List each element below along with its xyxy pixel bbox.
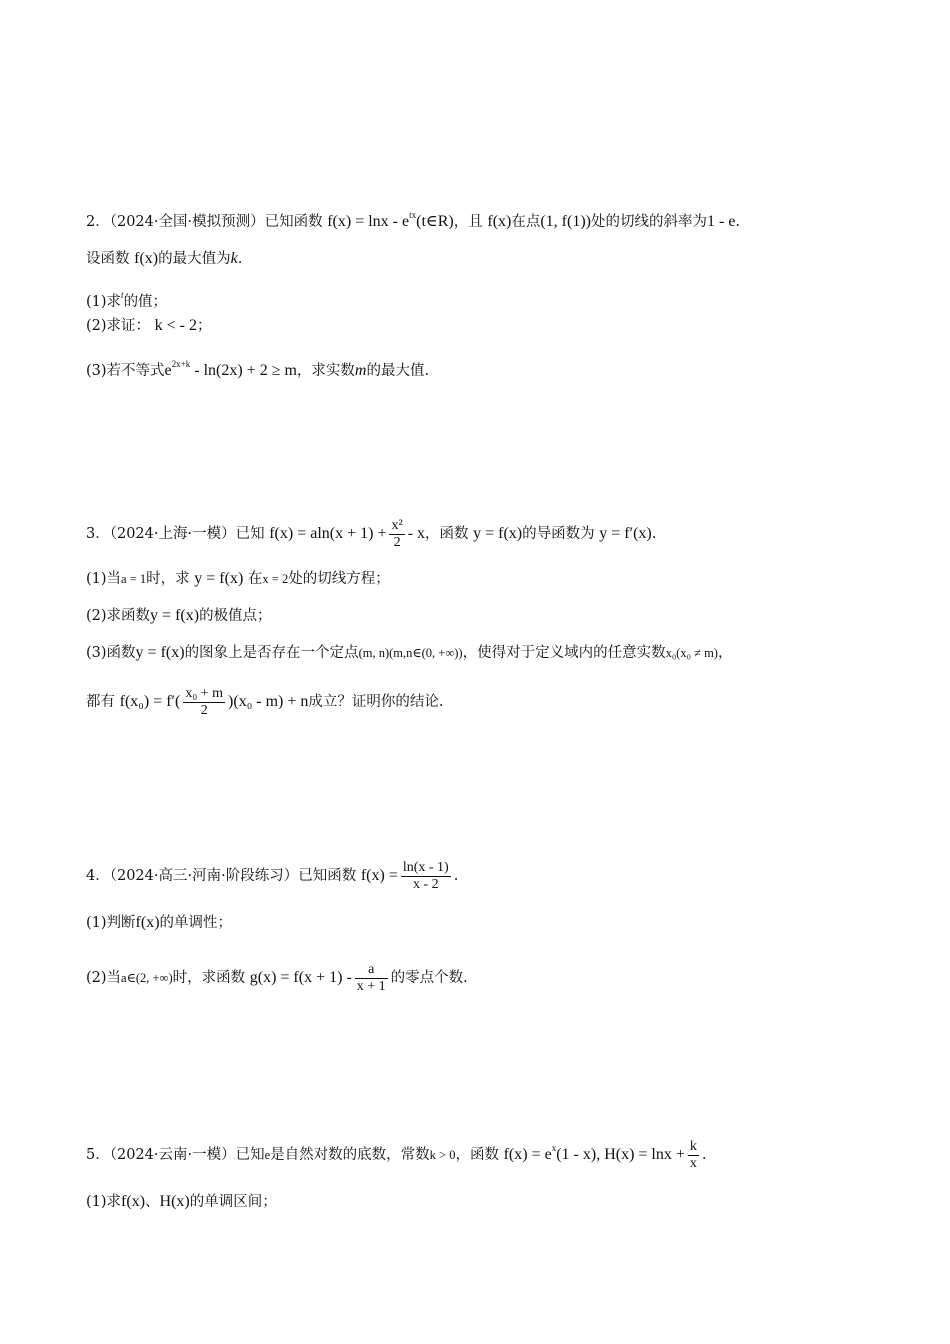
q2-text: 在点 xyxy=(511,214,541,230)
q3-fraction: $\frac{\text{x²}}{2}$ xyxy=(391,518,403,550)
q3-part-1: (1)当a = 1时，求 y = f(x) 在x = 2处的切线方程； xyxy=(86,570,390,587)
q2-fx: f(x) xyxy=(134,250,159,267)
q2-text: 的最大值为 xyxy=(158,251,231,267)
q5-source: （2024·云南·一模） xyxy=(109,1147,236,1163)
q5-part-1: (1)求f(x)、H(x)的单调区间； xyxy=(86,1193,277,1210)
q4-source: （2024·高三·河南·阶段练习） xyxy=(109,868,299,885)
q2-text: 设函数 xyxy=(86,251,130,267)
q3-number: 3． xyxy=(86,526,110,543)
q3-part-3: (3)函数y = f(x)的图象上是否存在一个定点(m, n)(m,n∈(0, +∞))，使得对于定义域内的任意实数x₀(x₀ ≠ m)， xyxy=(86,644,733,661)
q5-number: 5． xyxy=(86,1147,110,1163)
q2-text: 处的切线的斜率为 xyxy=(590,214,707,230)
q4-number: 4． xyxy=(86,868,110,885)
q4-part-2: (2)当a∈(2, +∞)时，求函数 g(x) = f(x + 1) - $\frac{a}{x + 1}$ 的零点个数. xyxy=(86,962,468,994)
q3-identity: f(x₀) = f′( $\frac{\text{x₀ + m}}{2}$ )(x₀ - m) + n xyxy=(119,686,309,718)
q2-stem-line xyxy=(86,203,890,234)
q3-derivative: y = f′(x) xyxy=(599,525,652,543)
q2-text: . xyxy=(735,214,741,230)
q4-function-def: f(x) = $\frac{\ln(x - 1)}{x - 2}$ xyxy=(360,860,449,892)
q2-inequality: k < - 2 xyxy=(154,317,198,334)
q3-part-2: (2)求函数y = f(x)的极值点； xyxy=(86,607,272,624)
q2-part-1: (1)求$^t$的值； xyxy=(86,290,168,310)
q4-stem-line: 4．（2024·高三·河南·阶段练习）已知函数 f(x) = $\frac{\ln(x - 1)}{x - 2}$ . xyxy=(86,860,459,892)
q5-stem-line: 5．（2024·云南·一模）已知e是自然对数的底数，常数k > 0，函数 $f(x) = e^x(1 - x)$, H(x) = lnx + $\frac{k}{x}$ . xyxy=(86,1138,707,1171)
q2-part-3: (3)若不等式$e^{2x+k} - \ln(2x) + 2 \ge m$，求实数m的最大值. xyxy=(86,359,430,379)
q3-stem-line: 3．（2024·上海·一模）已知 f(x) = aln(x + 1) + $\frac{\text{x²}}{2}$ - x，函数 y = f(x)的导函数为 y = f′(x). xyxy=(86,518,657,550)
q4-part-1: (1)判断f(x)的单调性； xyxy=(86,914,233,931)
q3-source: （2024·上海·一模） xyxy=(109,526,236,543)
q2-function-def: $f(x) = \ln x - e^{tx}(t\in R)$ xyxy=(327,210,454,230)
q3-fixed-point: (m, n)(m,n∈(0, +∞)) xyxy=(358,646,463,660)
q5-function-def: $f(x) = e^x(1 - x)$, H(x) = lnx + $\frac{k}{x}$ xyxy=(503,1138,697,1171)
q2-slope: 1 - e xyxy=(706,213,736,230)
q2-part3-expression: $e^{2x+k} - \ln(2x) + 2 \ge m$ xyxy=(164,359,297,379)
q2-text: ，且 xyxy=(453,214,483,230)
q2-k: k xyxy=(230,250,238,267)
q2-part-2: (2)求证： k < - 2； xyxy=(86,317,212,334)
q2-text: . xyxy=(237,251,243,267)
q2-point: (1, f(1)) xyxy=(540,213,591,230)
q2-text: 已知函数 xyxy=(264,214,323,230)
q2-source: （2024·全国·模拟预测） xyxy=(109,214,265,230)
q2-fx: f(x) xyxy=(487,213,512,230)
q2-number: 2． xyxy=(86,214,110,230)
q3-function-def: f(x) = aln(x + 1) + $\frac{\text{x²}}{2}$ - x xyxy=(269,518,426,550)
q3-part-3-line-2: 都有 f(x₀) = f′( $\frac{\text{x₀ + m}}{2}$ )(x₀ - m) + n成立？证明你的结论. xyxy=(86,686,444,718)
q3-yfx: y = f(x) xyxy=(473,525,523,543)
q2-stem-line-2 xyxy=(86,247,890,271)
q4-g-def: g(x) = f(x + 1) - $\frac{a}{x + 1}$ xyxy=(249,962,386,994)
